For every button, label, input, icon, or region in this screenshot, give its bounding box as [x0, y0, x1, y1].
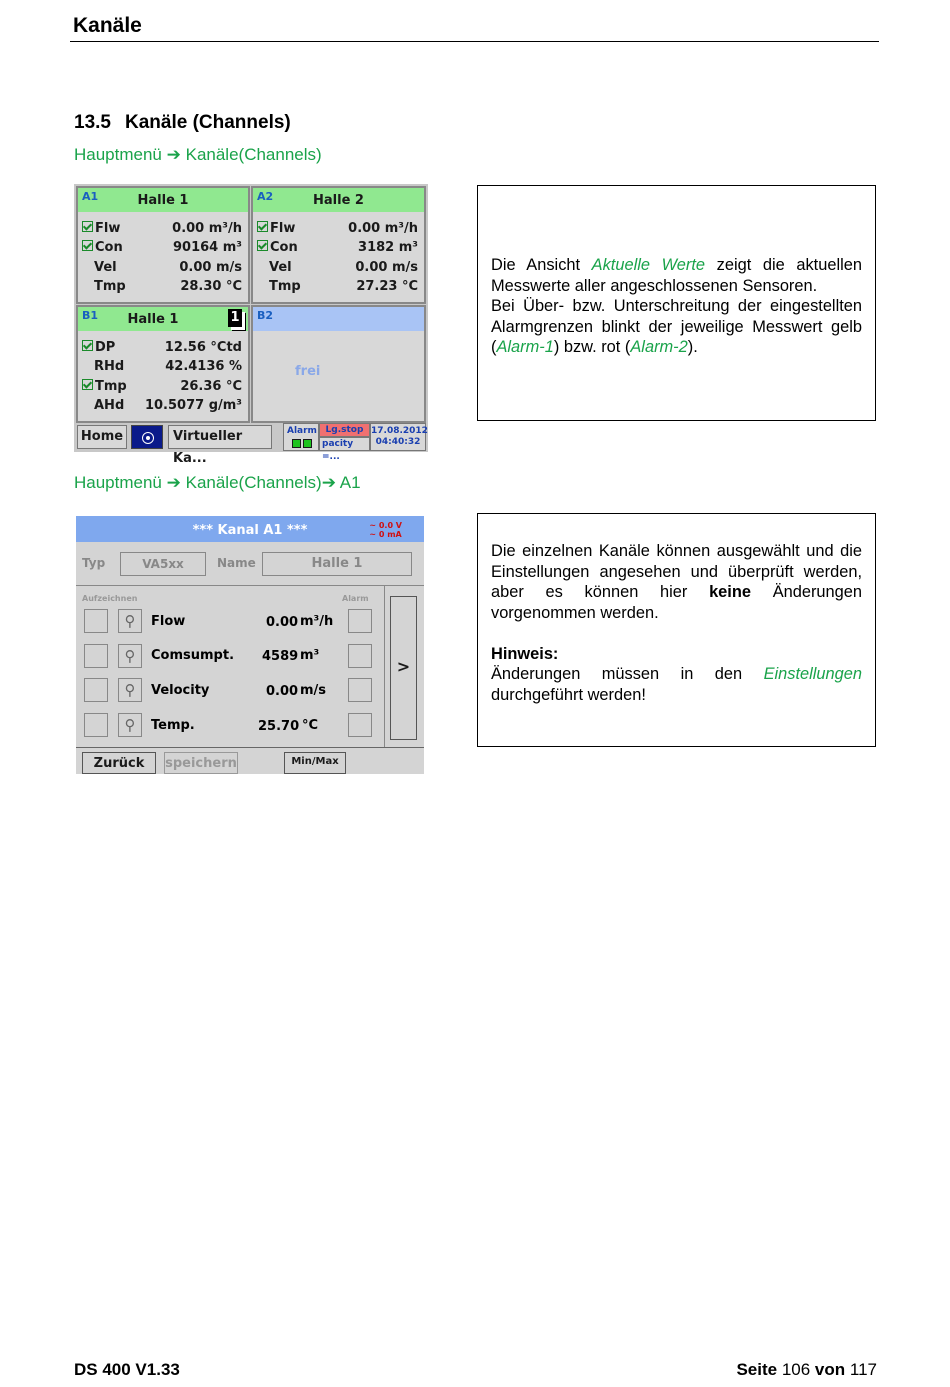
header-rule — [70, 41, 879, 42]
page-number: Seite 106 von 117 — [736, 1360, 877, 1379]
save-button[interactable]: speichern — [164, 752, 238, 774]
wrench-icon: ⚲ — [118, 644, 142, 668]
name-field: Halle 1 — [262, 552, 412, 576]
description-box-2: Die einzelnen Kanäle können ausgewählt und die Einstellungen angesehen und überprüft werden, aber es können hier keine Änderungen vorgenommen werden. Hinweis: Änderungen müssen in den Einstellungen durchgeführt werden! — [477, 513, 876, 747]
channel-panel-a2: A2 Halle 2 Flw 0.00 m³/h Con 3182 m³ Vel 0.00 m/s Tmp 27.23 °C — [251, 186, 426, 304]
record-button[interactable] — [131, 425, 163, 449]
breadcrumb-2: Hauptmenü ➔ Kanäle(Channels)➔ A1 — [74, 473, 361, 492]
date-time-display: 17.08.2012 04:40:32 — [370, 423, 426, 451]
section-number: 13.5 — [74, 112, 111, 133]
alarm-checkbox[interactable] — [348, 678, 372, 702]
checkbox-icon — [257, 221, 268, 232]
min-max-button[interactable]: Min/Max — [284, 752, 346, 774]
type-field: VA5xx — [120, 552, 206, 576]
screen-title: *** Kanal A1 *** — [192, 523, 308, 538]
channel-count-badge: 1 — [228, 309, 242, 327]
arrow-right-icon: ➔ — [166, 145, 181, 164]
channel-panel-b1: B1 Halle 1 1 DP 12.56 °Ctd RHd 42.4136 % Tmp 26.36 °C AHd 10.5077 g/m³ — [76, 305, 250, 423]
checkbox-icon — [82, 379, 93, 390]
signal-readout: ~ 0.0 V ~ 0 mA — [369, 521, 402, 539]
breadcrumb-1: Hauptmenü ➔ Kanäle(Channels) — [74, 145, 322, 164]
record-checkbox[interactable] — [84, 609, 108, 633]
home-button[interactable]: Home — [77, 425, 127, 449]
section-title: Kanäle (Channels) — [125, 112, 291, 133]
record-checkbox[interactable] — [84, 713, 108, 737]
checkbox-icon — [82, 340, 93, 351]
alarm-checkbox[interactable] — [348, 644, 372, 668]
channels-overview-screenshot — [74, 184, 428, 466]
record-checkbox[interactable] — [84, 644, 108, 668]
arrow-right-icon: ➔ — [321, 473, 336, 492]
channel-a1-screenshot: *** Kanal A1 *** ~ 0.0 V ~ 0 mA Typ VA5xx Name Halle 1 Aufzeichnen Alarm ⚲ Flow 0.00 m³/h ⚲ Comsumpt. 4589 m³ ⚲ Velocity 0.00 m/s ⚲ Temp. 25.70 °C > Zurück speichern Min/Max — [76, 516, 424, 774]
checkbox-icon — [257, 240, 268, 251]
logger-status: Lg.stop — [319, 423, 370, 437]
record-checkbox[interactable] — [84, 678, 108, 702]
arrow-right-icon: ➔ — [166, 473, 181, 492]
running-header: Kanäle — [73, 14, 142, 37]
wrench-icon: ⚲ — [118, 609, 142, 633]
virtual-channel-button[interactable]: Virtueller Ka... — [168, 425, 272, 449]
wrench-icon: ⚲ — [118, 713, 142, 737]
alarm-checkbox[interactable] — [348, 713, 372, 737]
alarm-checkbox[interactable] — [348, 609, 372, 633]
channel-panel-a1: A1 Halle 1 Flw 0.00 m³/h Con 90164 m³ Vel 0.00 m/s Tmp 28.30 °C — [76, 186, 250, 304]
next-page-button[interactable]: > — [390, 596, 417, 740]
footer-version: DS 400 V1.33 — [74, 1360, 180, 1379]
description-box-1: Die Ansicht Aktuelle Werte zeigt die aktuellen Messwerte aller angeschlossenen Sensoren. Bei Über- bzw. Unterschreitung der eingestellten Alarmgrenzen blinkt der jeweilige Messwert gelb (Alarm-1) bzw. rot (Alarm-2). — [477, 185, 876, 421]
back-button[interactable]: Zurück — [82, 752, 156, 774]
checkbox-icon — [82, 221, 93, 232]
wrench-icon: ⚲ — [118, 678, 142, 702]
channel-panel-b2: B2 frei — [251, 305, 426, 423]
checkbox-icon — [82, 240, 93, 251]
alarm-indicator: Alarm — [283, 423, 319, 451]
capacity-status: pacity =... — [319, 437, 370, 451]
